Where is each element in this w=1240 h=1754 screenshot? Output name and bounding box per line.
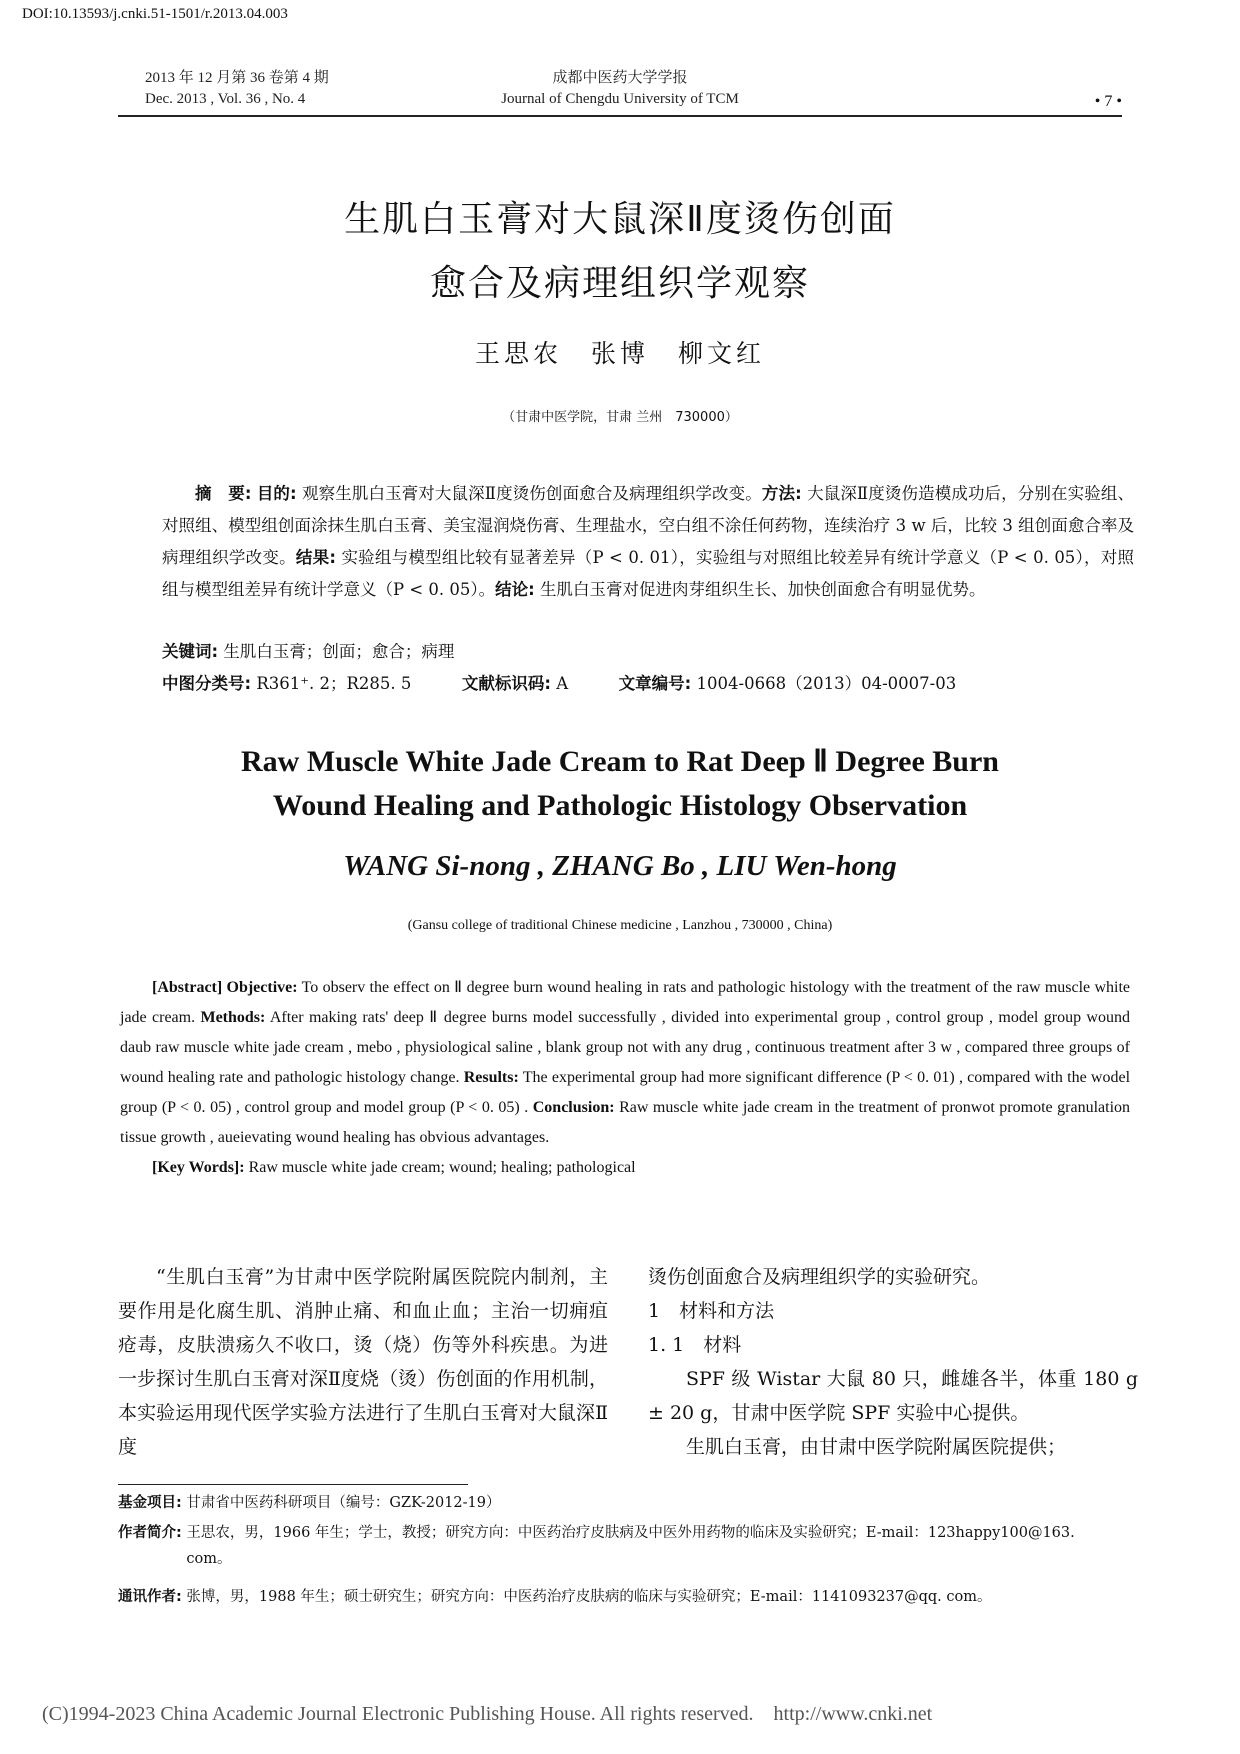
- subsection-heading: 1. 1 材料: [648, 1334, 742, 1356]
- doi: DOI:10.13593/j.cnki.51-1501/r.2013.04.003: [22, 6, 288, 22]
- results-en-text: The experimental group had more significant difference (P < 0. 01) , compared with the wodel group (P < 0. 05) , control group and model group (P < 0. 05) .: [120, 1069, 1131, 1116]
- methods-en-label: Methods:: [200, 1009, 266, 1026]
- body-column-right: [648, 1260, 1138, 1464]
- footnote-author: [118, 1520, 1128, 1572]
- header-issue: [145, 68, 329, 110]
- journal-en: Journal of Chengdu University of TCM: [501, 91, 739, 107]
- body-paragraph: SPF 级 Wistar 大鼠 80 只，雌雄各半，体重 180 g ± 20 g，甘肃中医学院 SPF 实验中心提供。: [648, 1368, 1138, 1424]
- keywords-en: [120, 1153, 1130, 1183]
- title-en-line-1: Raw Muscle White Jade Cream to Rat Deep Ⅱ Degree Burn: [241, 745, 999, 778]
- keywords-zh-text: 生肌白玉膏；创面；愈合；病理: [223, 642, 455, 661]
- issue-zh: 2013 年 12 月第 36 卷第 4 期: [145, 70, 329, 86]
- body-paragraph: “生肌白玉膏”为甘肃中医学院附属医院院内制剂，主要作用是化腐生肌、消肿止痛、和血止血；主治一切痈疽疮毒，皮肤溃疡久不收口，烫（烧）伤等外科疾患。为进一步探讨生肌白玉膏对深Ⅱ度烧（烫）伤创面的作用机制，本实验运用现代医学实验方法进行了生肌白玉膏对大鼠深Ⅱ度: [118, 1266, 608, 1458]
- title-en: [0, 740, 1240, 828]
- footnote-fund: [118, 1490, 1128, 1516]
- result-text: 实验组与模型组比较有显著差异（P < 0. 01），实验组与对照组比较差异有统计学意义（P < 0. 05），对照组与模型组差异有统计学意义（P < 0. 05）。: [162, 548, 1134, 599]
- authors-en: WANG Si-nong , ZHANG Bo , LIU Wen-hong: [343, 850, 897, 882]
- fund-label: 基金项目:: [118, 1495, 182, 1511]
- conclusion-en-label: Conclusion:: [532, 1099, 615, 1116]
- body-paragraph: 生肌白玉膏，由甘肃中医学院附属医院提供；: [686, 1436, 1067, 1458]
- doc-code-value: A: [556, 674, 569, 693]
- title-zh-line-1: 生肌白玉膏对大鼠深Ⅱ度烫伤创面: [344, 199, 896, 240]
- conclusion-en-text: Raw muscle white jade cream in the treatment of pronwot promote granulation tissue growth , aueievating wound healing has obvious advantages.: [120, 1099, 1131, 1146]
- author-bio-label: 作者简介:: [118, 1525, 182, 1541]
- affiliation-zh: （甘肃中医学院，甘肃 兰州 730000）: [502, 410, 738, 425]
- footnote-corresponding: [118, 1584, 1128, 1610]
- issue-en: Dec. 2013 , Vol. 36 , No. 4: [145, 91, 306, 107]
- objective-text: 观察生肌白玉膏对大鼠深Ⅱ度烫伤创面愈合及病理组织学改变。: [302, 484, 762, 503]
- header-journal: [400, 68, 840, 110]
- fund-text: 甘肃省中医药科研项目（编号：GZK-2012-19）: [186, 1495, 501, 1511]
- abstract-zh-label: 摘 要:: [195, 484, 252, 503]
- abstract-en-label: [Abstract] Objective:: [152, 979, 298, 996]
- article-id-label: 文章编号:: [618, 674, 692, 693]
- abstract-zh-body: [162, 478, 1134, 606]
- clc-value: R361⁺. 2；R285. 5: [256, 674, 412, 693]
- keywords-en-text: Raw muscle white jade cream; wound; healing; pathological: [248, 1159, 636, 1176]
- corresponding-label: 通讯作者:: [118, 1589, 182, 1605]
- header-rule: [118, 115, 1122, 117]
- abstract-zh: [162, 478, 1134, 606]
- doc-code-label: 文献标识码:: [461, 674, 551, 693]
- author-bio-text: 王思农，男，1966 年生；学士，教授；研究方向：中医药治疗皮肤病及中医外用药物的临床及实验研究；E-mail：123happy100@163. com。: [186, 1525, 1075, 1567]
- title-zh-line-2: 愈合及病理组织学观察: [429, 263, 810, 304]
- title-en-line-2: Wound Healing and Pathologic Histology Observation: [272, 789, 968, 822]
- affiliation-en: (Gansu college of traditional Chinese medicine , Lanzhou , 730000 , China): [407, 918, 833, 933]
- conclusion-text: 生肌白玉膏对促进肉芽组织生长、加快创面愈合有明显优势。: [540, 580, 986, 599]
- corresponding-text: 张博，男，1988 年生；硕士研究生；研究方向：中医药治疗皮肤病的临床与实验研究；E-mail：1141093237@qq. com。: [186, 1589, 992, 1605]
- body-column-left: [118, 1260, 608, 1464]
- classification-row: [162, 668, 1134, 700]
- keywords-zh: [162, 636, 1134, 668]
- abstract-en: [120, 973, 1130, 1183]
- keywords-en-label: [Key Words]:: [152, 1159, 245, 1176]
- journal-zh: 成都中医药大学学报: [552, 70, 688, 86]
- body-paragraph-continued: 烫伤创面愈合及病理组织学的实验研究。: [648, 1266, 991, 1288]
- results-en-label: Results:: [463, 1069, 519, 1086]
- page-number: • 7 •: [1094, 93, 1122, 110]
- objective-en-text: To observ the effect on Ⅱ degree burn wound healing in rats and pathologic histology with the treatment of the raw muscle white jade cream.: [120, 979, 1131, 1026]
- methods-en-text: After making rats' deep Ⅱ degree burns model successfully , divided into experimental group , control group , model group wound daub raw muscle white jade cream , mebo , physiological saline , blank group not with any drug , continuous treatment after 3 w , compared three groups of wound healing rate and pathologic histology change.: [120, 1009, 1130, 1086]
- copyright-notice: (C)1994-2023 China Academic Journal Electronic Publishing House. All rights reserved. http://www.cnki.net: [42, 1703, 933, 1725]
- title-zh: [0, 188, 1240, 316]
- objective-label: 目的:: [256, 484, 297, 503]
- conclusion-label: 结论:: [495, 580, 535, 599]
- article-id-value: 1004-0668（2013）04-0007-03: [696, 674, 957, 693]
- footnote-rule: [118, 1484, 468, 1485]
- result-label: 结果:: [295, 548, 336, 567]
- method-label: 方法:: [761, 484, 802, 503]
- clc-label: 中图分类号:: [162, 674, 252, 693]
- section-heading: 1 材料和方法: [648, 1300, 775, 1322]
- authors-zh: 王思农 张博 柳文红: [474, 339, 765, 368]
- method-text: 大鼠深Ⅱ度烫伤造模成功后，分别在实验组、对照组、模型组创面涂抹生肌白玉膏、美宝湿润烧伤膏、生理盐水，空白组不涂任何药物，连续治疗 3 w 后，比较 3 组创面愈合率及病理组织学改变。: [162, 484, 1134, 567]
- abstract-en-body: [120, 973, 1130, 1153]
- keywords-zh-label: 关键词:: [162, 642, 219, 661]
